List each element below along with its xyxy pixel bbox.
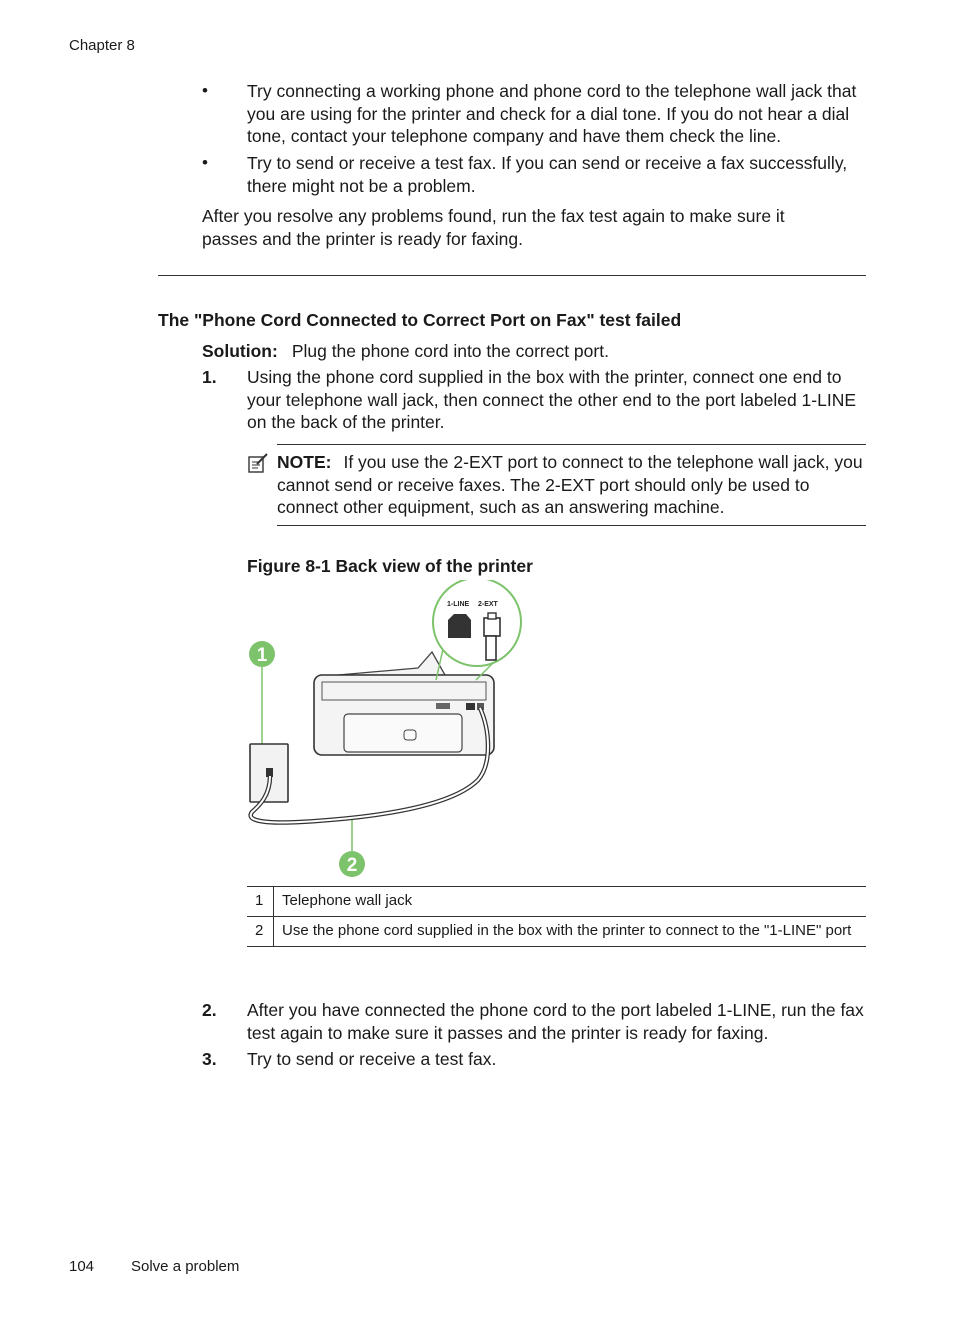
line-port-icon [448, 614, 471, 638]
step-text: Try to send or receive a test fax. [247, 1049, 497, 1069]
bullet-item: Try to send or receive a test fax. If you can send or receive a fax successfully, there might not be a problem. [247, 153, 848, 196]
solution-label: Solution: [202, 341, 278, 361]
table-row [247, 917, 866, 947]
note-text [277, 451, 866, 519]
note-box [277, 444, 866, 526]
ext-plug-cable [486, 636, 496, 660]
figure-caption: Figure 8-1 Back view of the printer [247, 556, 533, 576]
printer-back-view-illustration [240, 580, 540, 882]
step-number: 1. [202, 367, 217, 387]
legend-text: Use the phone cord supplied in the box with the printer to connect to the "1-LINE" port [274, 917, 867, 947]
section-divider [158, 275, 866, 276]
footer-title: Solve a problem [131, 1258, 240, 1275]
legend-number: 2 [247, 917, 274, 947]
callout-2-number: 2 [346, 855, 358, 876]
step-text: After you have connected the phone cord to the port labeled 1-LINE, run the fax test again to make sure it passes and the printer is ready for faxing. [247, 1000, 864, 1043]
step-number: 3. [202, 1049, 217, 1069]
section-heading: The "Phone Cord Connected to Correct Port on Fax" test failed [158, 310, 682, 330]
page-number: 104 [69, 1258, 95, 1275]
ext-plug-tab [488, 613, 496, 619]
wall-jack-socket [266, 768, 273, 777]
step-text: Using the phone cord supplied in the box with the printer, connect one end to your telephone wall jack, then connect the other end to the port labeled 1-LINE on the back of the printer. [247, 367, 857, 432]
callout-1-number: 1 [256, 645, 268, 666]
bullet-marker: • [202, 153, 208, 172]
bullet-marker: • [202, 81, 208, 100]
ext-port-plug-icon [484, 618, 500, 636]
port-zoom-circle [433, 580, 521, 666]
note-icon [247, 452, 269, 474]
port-label-2-ext: 2-EXT [478, 601, 498, 608]
printer-rear-door [344, 714, 462, 752]
chapter-header: Chapter 8 [69, 37, 135, 54]
bullet-item: Try connecting a working phone and phone cord to the telephone wall jack that you are using for the printer and check for a dial tone. If you do not hear a dial tone, contact your telephone company and have them check the line. [247, 81, 857, 146]
note-label: NOTE: [277, 452, 332, 472]
solution-text: Plug the phone cord into the correct port. [291, 341, 609, 361]
usb-port [436, 703, 450, 709]
printer-line-port [466, 703, 475, 710]
legend-number: 1 [247, 887, 274, 917]
figure-legend-table [247, 886, 866, 947]
note-body: If you use the 2-EXT port to connect to the telephone wall jack, you cannot send or receive faxes. The 2-EXT port should only be used to connect other equipment, such as an answering machine. [277, 452, 863, 517]
solution-line [202, 340, 609, 363]
printer-paper-tray [338, 652, 445, 675]
step-number: 2. [202, 1000, 217, 1020]
legend-text: Telephone wall jack [274, 887, 867, 917]
table-row [247, 887, 866, 917]
port-label-1-line: 1-LINE [447, 601, 470, 608]
after-resolve-paragraph: After you resolve any problems found, run the fax test again to make sure it passes and the printer is ready for faxing. [202, 206, 785, 249]
